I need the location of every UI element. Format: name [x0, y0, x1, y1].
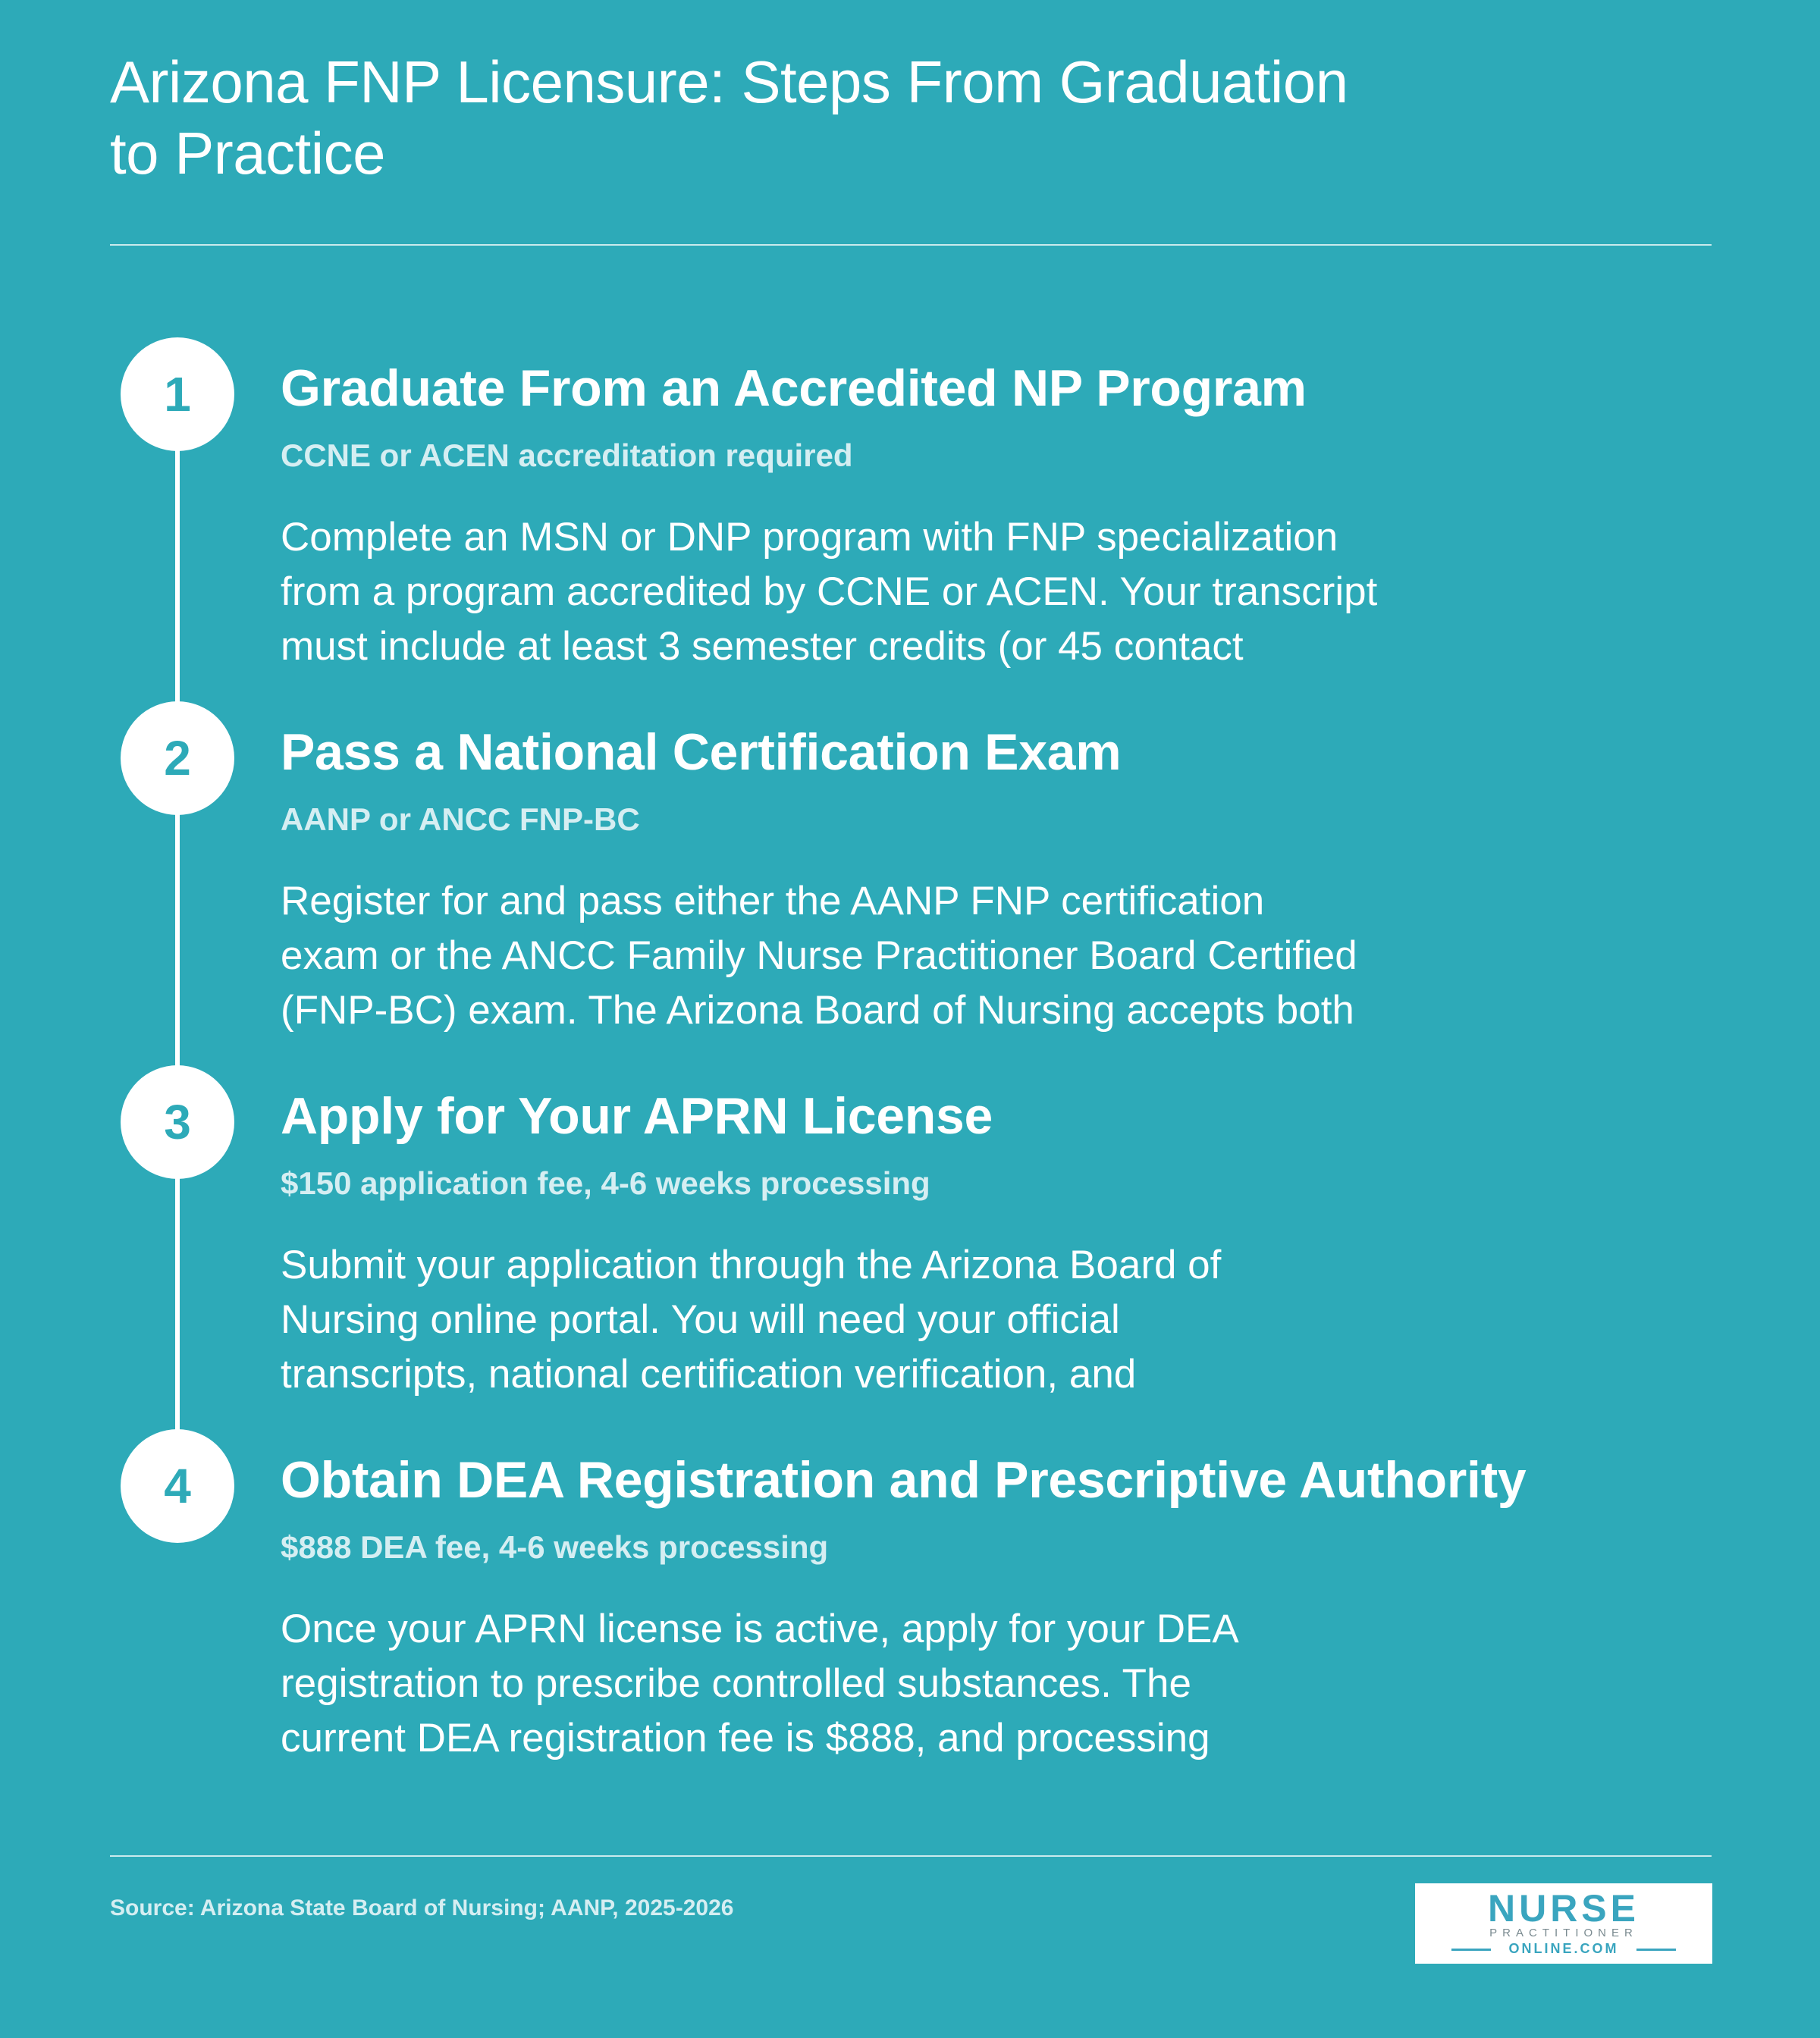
page-title: Arizona FNP Licensure: Steps From Graduation to Practice: [110, 49, 1348, 187]
logo-dash-right: [1636, 1949, 1676, 1951]
logo-wordmark: NURSE: [1487, 1887, 1640, 1930]
logo-domain: ONLINE.COM: [1508, 1941, 1619, 1956]
step-title: Pass a National Certification Exam: [281, 723, 1122, 781]
step-subtitle: AANP or ANCC FNP-BC: [281, 801, 640, 837]
step-description: Submit your application through the Arizona Board of Nursing online portal. You will need your official transcripts, national certification verification, and: [281, 1243, 1222, 1397]
step-description: Register for and pass either the AANP FNP certification exam or the ANCC Family Nurse Practitioner Board Certified (FNP-BC) exam. The Arizona Board of Nursing accepts both: [281, 879, 1357, 1033]
step-number-badge: 3: [121, 1065, 234, 1179]
logo-subtitle: PRACTITIONER: [1489, 1927, 1638, 1939]
step-title: Apply for Your APRN License: [281, 1087, 993, 1145]
step-subtitle: CCNE or ACEN accreditation required: [281, 437, 853, 473]
step-title: Graduate From an Accredited NP Program: [281, 359, 1307, 417]
footer-divider: [110, 1855, 1712, 1857]
timeline-connector: [175, 394, 180, 1486]
step-description: Complete an MSN or DNP program with FNP specialization from a program accredited by CCNE or ACEN. Your transcript must include at least 3 semester credits (or 45 contact: [281, 515, 1378, 669]
source-citation: Source: Arizona State Board of Nursing; AANP, 2025-2026: [110, 1895, 734, 1920]
step-description: Once your APRN license is active, apply for your DEA registration to prescribe controlled substances. The current DEA registration fee is $888, and processing: [281, 1607, 1239, 1761]
step-title: Obtain DEA Registration and Prescriptive Authority: [281, 1451, 1527, 1509]
nurse-practitioner-online-logo: [1415, 1883, 1712, 1964]
step-number-badge: 1: [121, 337, 234, 451]
step-number-badge: 2: [121, 701, 234, 815]
step-subtitle: $150 application fee, 4-6 weeks processing: [281, 1165, 930, 1201]
step-subtitle: $888 DEA fee, 4-6 weeks processing: [281, 1529, 829, 1565]
step-number-badge: 4: [121, 1429, 234, 1543]
title-divider: [110, 244, 1712, 246]
